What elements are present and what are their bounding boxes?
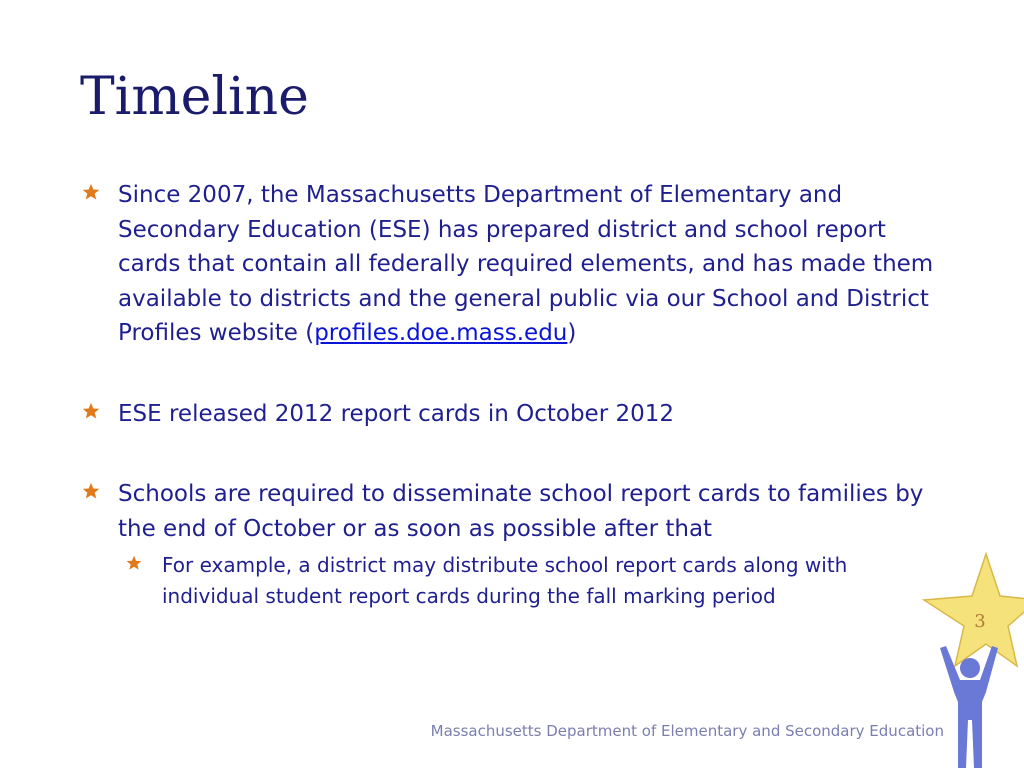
star-bullet-icon: [126, 555, 142, 571]
bullet-list: [82, 178, 942, 612]
sub-bullet-text: For example, a district may distribute school report cards along with individual student report cards during the fall marking period: [162, 553, 848, 608]
footer-organization: Massachusetts Department of Elementary and Secondary Education: [430, 722, 944, 740]
slide-title: Timeline: [80, 67, 309, 127]
star-bullet-icon: [82, 482, 100, 500]
bullet-text-end: ): [567, 320, 577, 346]
bullet-text: ESE released 2012 report cards in October 2012: [118, 400, 675, 427]
sub-bullet-item-1: [126, 550, 942, 612]
bullet-item-2: [82, 397, 942, 432]
bullet-item-3: [82, 477, 942, 546]
mascot-figure: [940, 646, 998, 768]
profiles-website-link[interactable]: profiles.doe.mass.edu: [314, 320, 568, 346]
star-bullet-icon: [82, 402, 100, 420]
bullet-text: Schools are required to disseminate school report cards to families by the end of October or as soon as possible after that: [118, 481, 924, 542]
page-number: 3: [974, 611, 986, 632]
bullet-text: Since 2007, the Massachusetts Department of Elementary and Secondary Education (ESE) has prepared district and school report cards that contain all federally required elements, and has made them available to districts and the general public via our School and District Profiles website (: [118, 182, 934, 346]
star-bullet-icon: [82, 183, 100, 201]
bullet-item-1: [82, 178, 942, 351]
mascot-star-shape: [924, 554, 1024, 666]
